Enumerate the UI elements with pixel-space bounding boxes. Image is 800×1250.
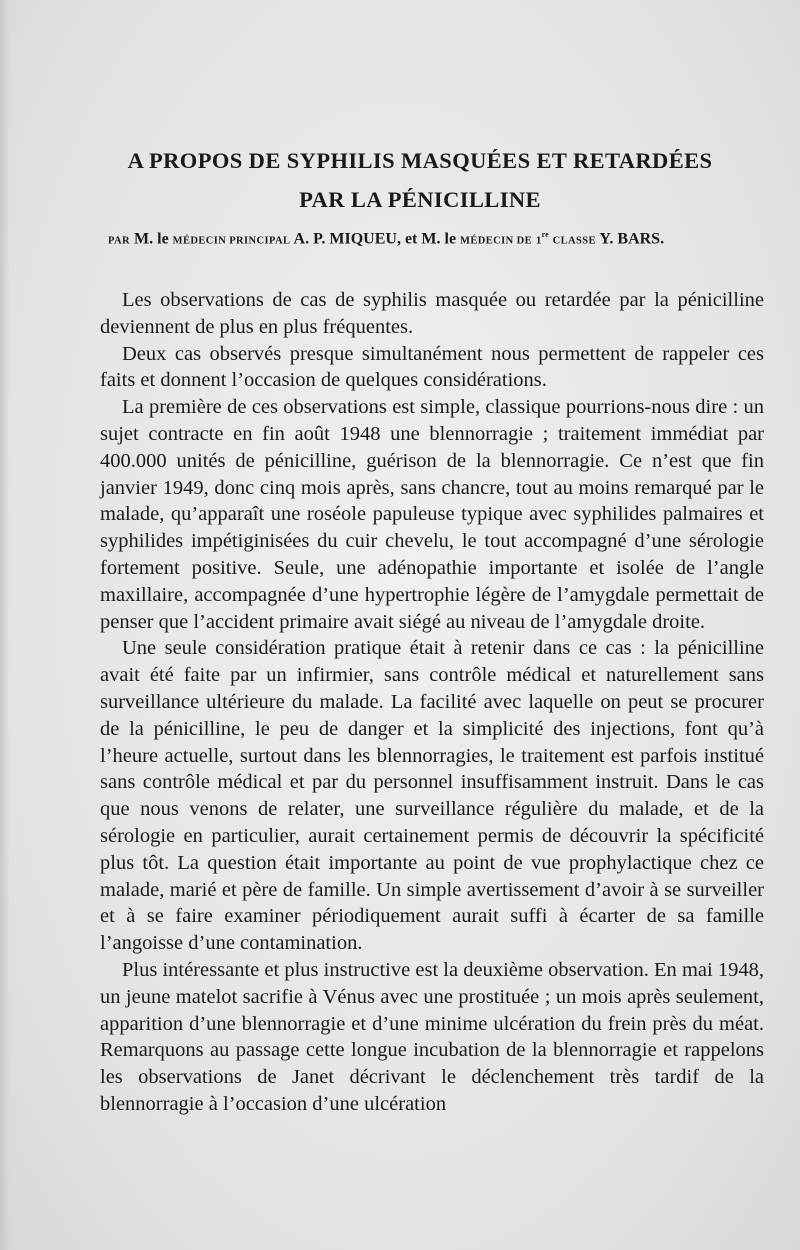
byline-par: PAR — [108, 235, 131, 247]
byline-conjunction: et — [404, 230, 418, 248]
byline — [108, 231, 758, 247]
article-title-line-1: A PROPOS DE SYPHILIS MASQUÉES ET RETARDÉES — [127, 148, 713, 173]
byline-author1-name: A. P. MIQUEU, — [293, 230, 401, 248]
byline-author2-class-number: 1 — [536, 235, 542, 247]
paragraph-2: Deux cas observés presque simultanément nous permettent de rappeler ces faits et donnent l’occasion de quelques considérations. — [100, 342, 764, 392]
byline-author2-name: Y. BARS. — [599, 230, 665, 248]
byline-author2-class-label: CLASSE — [552, 235, 596, 247]
paragraph-1: Les observations de cas de syphilis masquée ou retardée par la pénicilline deviennent de plus en plus fréquentes. — [100, 289, 764, 338]
page-edge-shadow — [0, 0, 10, 1250]
paragraph-5: Plus intéressante et plus instructive est la deuxième observation. En mai 1948, un jeune matelot sacrifie à Vénus avec une prostituée ; un mois après seulement, apparition d’une blennorragie et d’une minime ulcération du frein près du méat. Remarquons au passage cette longue incubation de la blennorragie et rappelons les observations de Janet décrivant le déclenchement très tardif de la blennorragie à l’occasion d’une ulcération — [100, 958, 764, 1115]
byline-author1-prefix: M. le — [134, 230, 169, 248]
article-body — [100, 287, 764, 1118]
byline-author1-title: MÉDECIN PRINCIPAL — [172, 235, 291, 247]
byline-author2-title: MÉDECIN DE — [460, 235, 533, 247]
byline-author2-prefix: M. le — [421, 230, 457, 248]
paragraph-4: Une seule considération pratique était à retenir dans ce cas : la pénicilline avait été faite par un infirmier, sans contrôle médical et naturellement sans surveillance ultérieure du malade. La facilité avec laquelle on peut se procurer de la pénicilline, le peu de danger et la simplicité des injections, font qu’à l’heure actuelle, surtout dans les blennorragies, le traitement est parfois institué sans contrôle médical et par du personnel insuffisamment instruit. Dans le cas que nous venons de relater, une surveillance régulière du malade, et de la sérologie en particulier, aurait certainement permis de découvrir la spécificité plus tôt. La question était importante au point de vue prophylactique chez ce malade, marié et père de famille. Un simple avertissement d’avoir à se surveiller et à se faire examiner périodiquement aurait suffi à écarter de sa famille l’angoisse d’une contamination. — [100, 637, 764, 955]
paragraph-3: La première de ces observations est simple, classique pourrions-nous dire : un sujet contracte en fin août 1948 une blennorragie ; traitement immédiat par 400.000 unités de pénicilline, guérison de la blennorragie. Ce n’est que fin janvier 1949, donc cinq mois après, sans chancre, tout au moins remarqué par le malade, qu’apparaît une roséole papuleuse typique avec syphilides palmaires et syphilides impétiginisées du cuir chevelu, le tout accompagné d’une sérologie fortement positive. Seule, une adénopathie importante et isolée de l’angle maxillaire, accompagnée d’une hypertrophie légère de l’amygdale permettait de penser que l’accident primaire avait siégé au niveau de l’amygdale droite. — [100, 396, 764, 633]
byline-author2-class-superscript: re — [541, 230, 549, 239]
article-title-line-2: PAR LA PÉNICILLINE — [299, 187, 541, 212]
